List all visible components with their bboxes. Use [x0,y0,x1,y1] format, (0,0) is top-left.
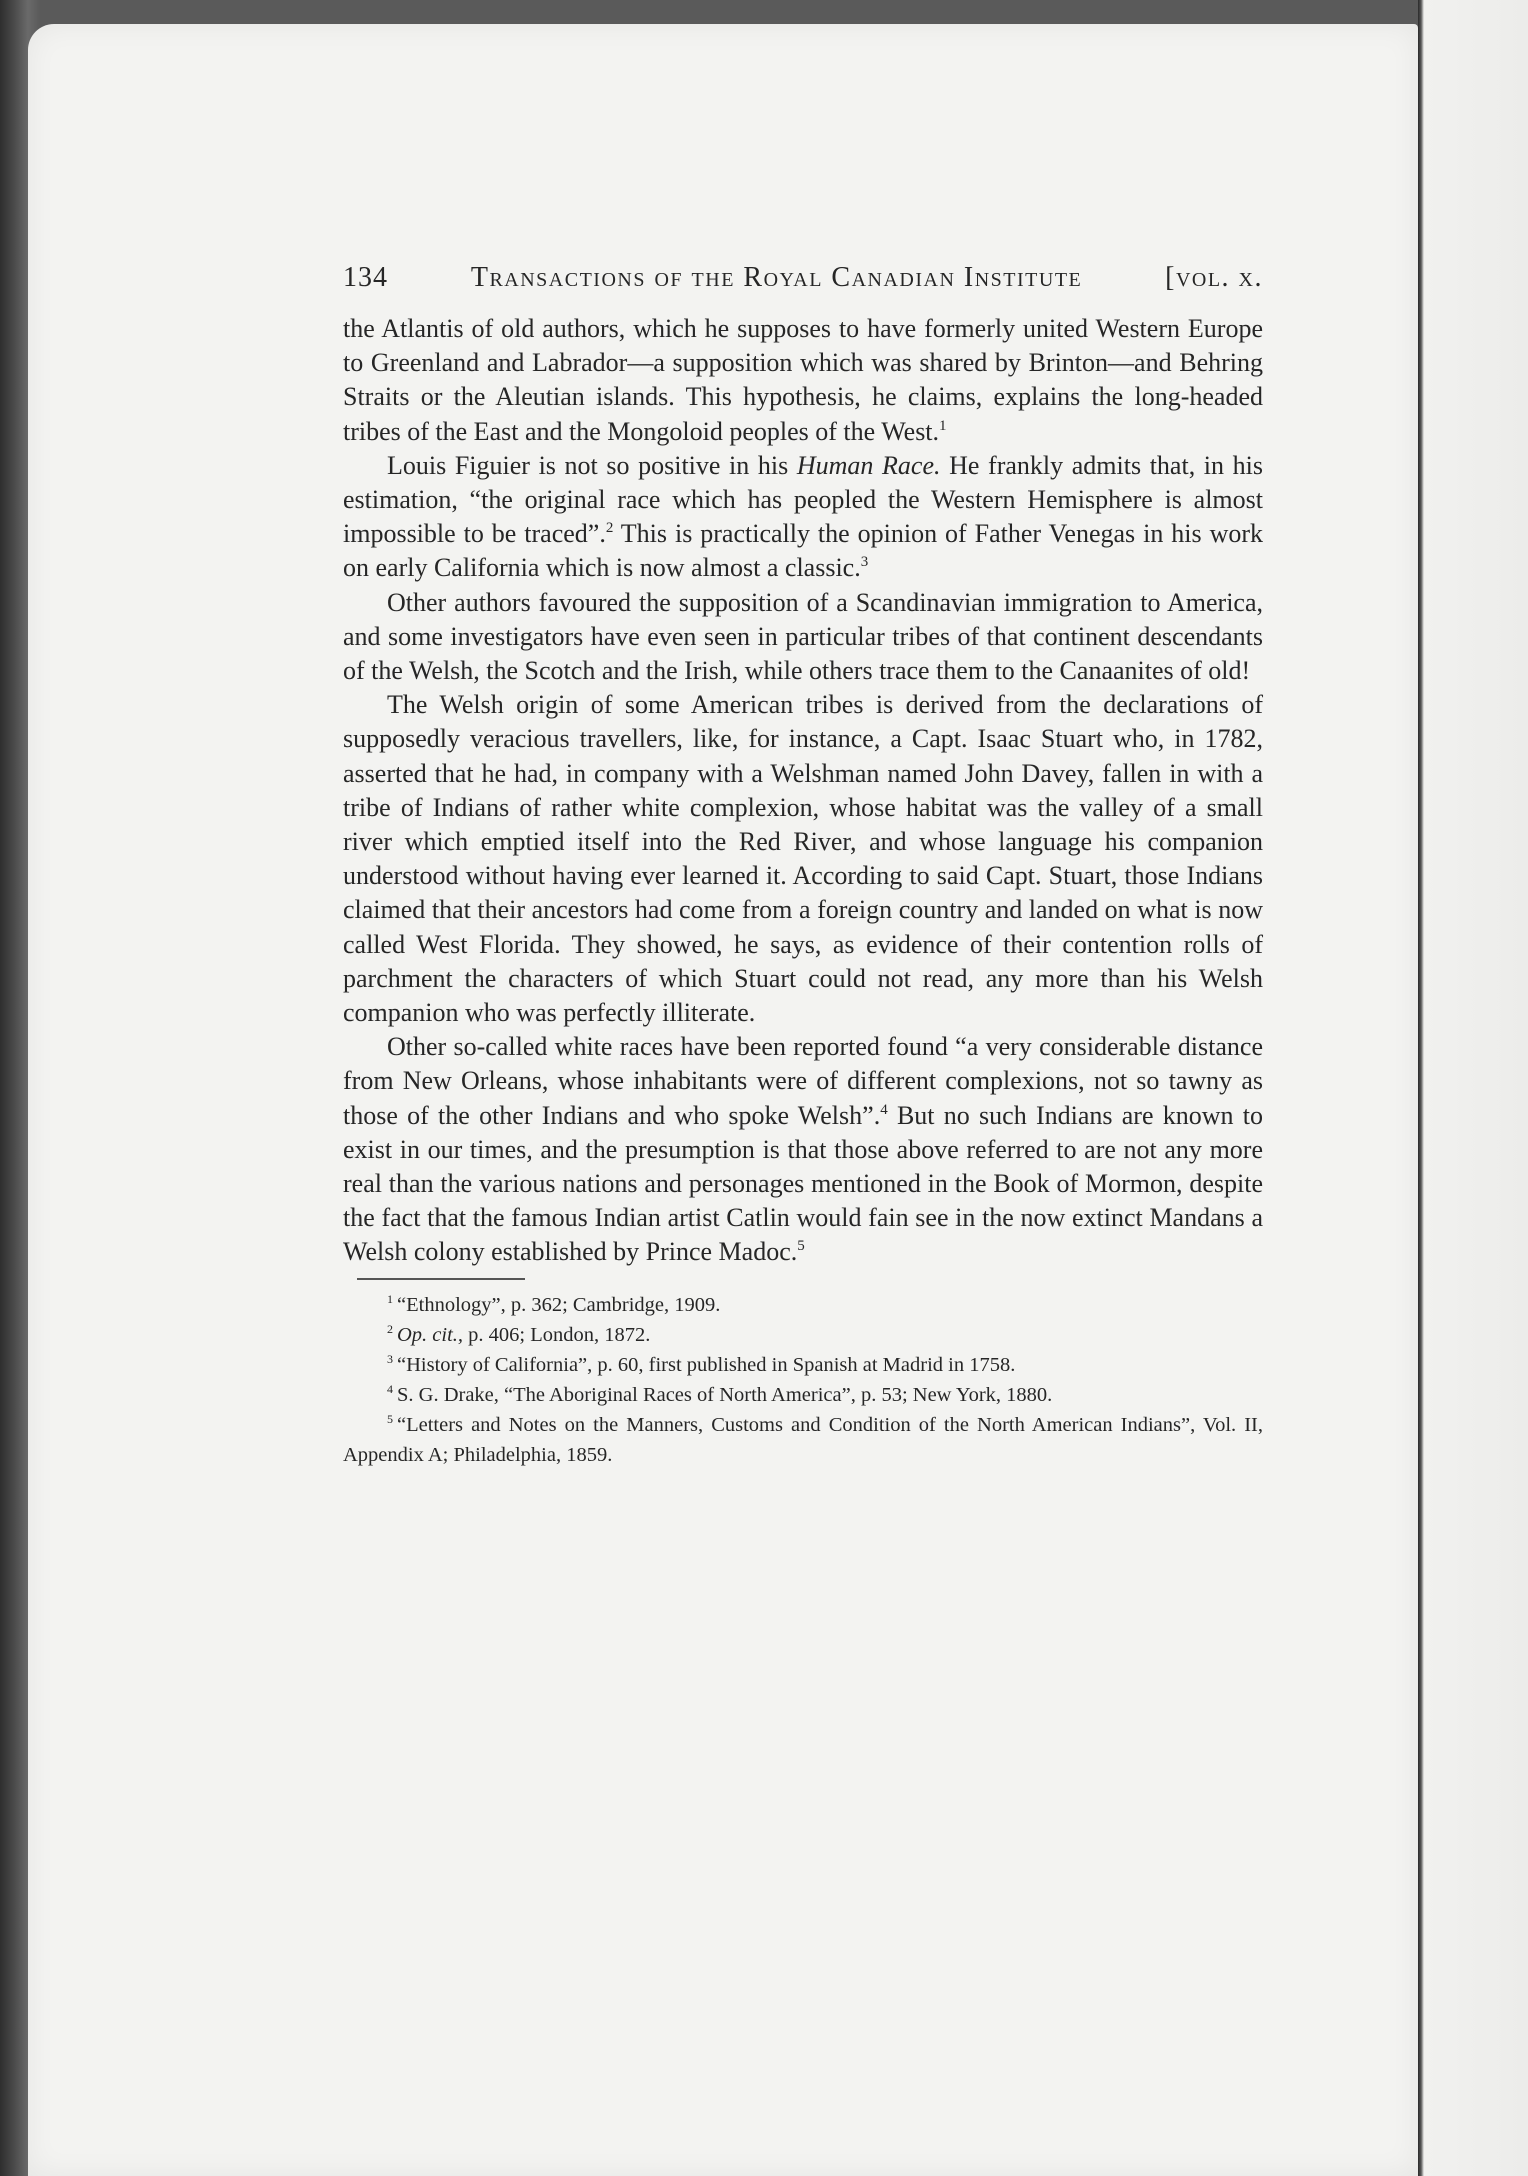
footnote-4 [343,1380,1263,1410]
footnote-ref-5: 5 [797,1238,805,1255]
footnote-text: “Letters and Notes on the Manners, Customs and Condition of the North American Indians”, Vol. II, Appendix A; Philadelphia, 1859. [343,1413,1263,1466]
footnote-3 [343,1350,1263,1380]
paragraph-2-text-b: He frankly admits that, in his estimation, “the original race which has peopled the Western Hemisphere is almost impossible to be traced”. [343,450,1263,549]
paragraph-5 [343,1030,1263,1269]
footnote-ref-4: 4 [880,1101,888,1118]
body-text [343,312,1263,1270]
footnote-marker: 1 [387,1291,393,1306]
footnote-marker: 4 [387,1381,393,1396]
running-head [343,262,1263,294]
footnote-ref-3: 3 [860,554,869,571]
footnote-text: S. G. Drake, “The Aboriginal Races of North America”, p. 53; New York, 1880. [397,1383,1053,1406]
footnote-marker: 3 [387,1351,393,1366]
paragraph-2 [343,449,1263,586]
running-title: Transactions of the Royal Canadian Institute [470,262,1083,293]
paragraph-4: The Welsh origin of some American tribes is derived from the declarations of supposedly veracious travellers, like, for instance, a Capt. Isaac Stuart who, in 1782, asserted that he had, in company with a Welshman named John Davey, fallen in with a tribe of Indians of rather white complexion, whose habitat was the valley of a small river which emptied itself into the Red River, and whose language his companion understood without having ever learned it. According to said Capt. Stuart, those Indians claimed that their ancestors had come from a foreign country and landed on what is now called West Florida. They showed, he says, as evidence of their contention rolls of parchment the characters of which Stuart could not read, any more than his Welsh companion who was perfectly illiterate. [343,690,1263,1028]
paragraph-1-text: the Atlantis of old authors, which he supposes to have formerly united Western Europe to Greenland and Labrador—a supposition which was shared by Brinton—and Behring Straits or the Aleutian islands. This hypothesis, he claims, explains the long-headed tribes of the East and the Mongoloid peoples of the West. [343,314,1263,446]
footnote-italic: Op. cit., [397,1323,464,1346]
paragraph-5-text-b: But no such Indians are known to exist in our times, and the presumption is that those above referred to are not any more real than the various nations and personages mentioned in the Book of Mormon, despite the fact that the famous Indian artist Catlin would fain see in the now extinct Mandans a Welsh colony established by Prince Madoc. [343,1100,1263,1267]
footnote-marker: 5 [387,1411,393,1426]
volume-label: [vol. x. [1165,262,1263,293]
book-title-human-race: Human Race. [796,450,941,480]
footnotes [343,1290,1263,1470]
paragraph-3: Other authors favoured the supposition of a Scandinavian immigration to America, and some investigators have even seen in particular tribes of that continent descendants of the Welsh, the Scotch and the Irish, while others trace them to the Canaanites of old! [343,587,1263,686]
paragraph-2-text-a: Louis Figuier is not so positive in his [387,450,797,480]
footnote-rule [357,1278,525,1280]
footnote-ref-2: 2 [605,520,614,537]
paragraph-5-text-a: Other so-called white races have been reported found “a very considerable distance from New Orleans, whose inhabitants were of different complexions, not so tawny as those of the other Indians and who spoke Welsh”. [343,1032,1263,1130]
footnote-2 [343,1320,1263,1350]
footnote-text: “Ethnology”, p. 362; Cambridge, 1909. [397,1293,721,1316]
footnote-ref-1: 1 [939,417,947,434]
page-number: 134 [343,262,388,293]
paragraph-1 [343,312,1263,449]
footnote-marker: 2 [387,1321,393,1336]
footnote-5 [343,1410,1263,1470]
paragraph-2-text-c: This is practically the opinion of Father Venegas in his work on early California which is now almost a classic. [343,519,1264,583]
footnote-text: “History of California”, p. 60, first published in Spanish at Madrid in 1758. [397,1353,1016,1376]
footnote-1 [343,1290,1263,1320]
facing-page-edge [1418,0,1528,2176]
footnote-text: p. 406; London, 1872. [463,1323,651,1346]
page-text [343,262,1263,1470]
